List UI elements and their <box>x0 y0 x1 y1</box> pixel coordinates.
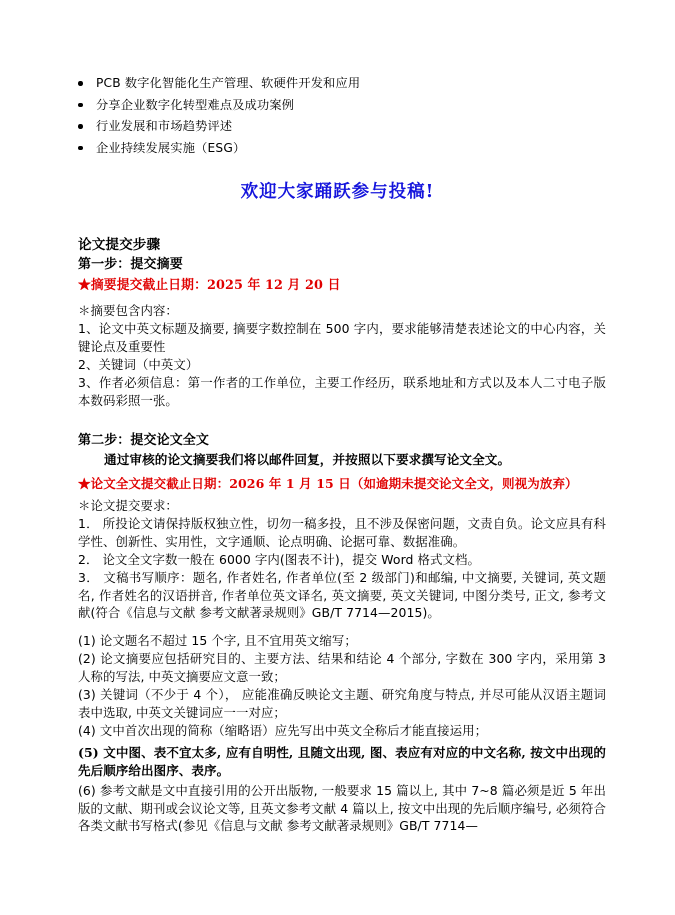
requirement-1: 1． 所投论文请保持版权独立性，切勿一稿多投，且不涉及保密问题，文责自负。论文应具有科学性、创新性、实用性，文字通顺、论点明确、论据可靠、数据准确。 <box>78 516 606 549</box>
list-item-text: PCB 数字化智能化生产管理、软硬件开发和应用 <box>96 76 361 90</box>
sub-requirement-1: (1) 论文题名不超过 15 个字, 且不宜用英文缩写； <box>78 633 357 648</box>
list-item <box>78 76 608 91</box>
sub-requirement-5: (5) 文中图、表不宜太多, 应有自明性, 且随文出现, 图、表应有对应的中文名称, 按文中出现的先后顺序给出图序、表序。 <box>78 745 606 778</box>
list-item-text: 分享企业数字化转型难点及成功案例 <box>96 97 295 112</box>
list-item <box>78 141 608 156</box>
requirement-2: 2． 论文全文字数一般在 6000 字内(图表不计)，提交 Word 格式文档。 <box>78 552 480 567</box>
sub-requirement-2: (2) 论文摘要应包括研究目的、主要方法、结果和结论 4 个部分, 字数在 300 字内，采用第 3 人称的写法, 中英文摘要应文意一致； <box>78 651 606 684</box>
bullet-dot-icon <box>78 146 83 151</box>
list-item-text: 企业持续发展实施（ESG） <box>96 140 246 155</box>
abstract-contents-label: ＊摘要包含内容： <box>78 303 178 318</box>
abstract-item-2: 2、关键词（中英文） <box>78 357 199 372</box>
step2-intro: 通过审核的论文摘要我们将以邮件回复，并按照以下要求撰写论文全文。 <box>104 452 511 467</box>
sub-requirement-3: (3) 关键词（不少于 4 个）， 应能准确反映论文主题、研究角度与特点, 并尽可能从汉语主题词表中选取, 中英文关键词应一一对应； <box>78 687 606 720</box>
bullet-dot-icon <box>78 124 83 129</box>
welcome-title: 欢迎大家踊跃参与投稿! <box>240 182 435 202</box>
step1-heading: 第一步：提交摘要 <box>78 257 183 272</box>
list-item <box>78 119 608 134</box>
abstract-item-1: 1、论文中英文标题及摘要, 摘要字数控制在 500 字内，要求能够清楚表述论文的中心内容，关键论点及重要性 <box>78 321 606 354</box>
bullet-dot-icon <box>78 103 83 108</box>
step2-deadline: ★论文全文提交截止日期：2026 年 1 月 15 日（如逾期未提交论文全文，则视为放弃） <box>78 476 578 491</box>
requirements-label: ＊论文提交要求： <box>78 498 178 513</box>
sub-requirement-4: (4) 文中首次出现的简称（缩略语）应先写出中英文全称后才能直接运用； <box>78 723 488 738</box>
requirement-3: 3． 文稿书写顺序：题名, 作者姓名, 作者单位(至 2 级部门)和邮编, 中文摘要, 关键词, 英文题名, 作者姓名的汉语拼音, 作者单位英文译名, 英文摘要, 英文关键词, 中图分类号, 正文, 参考文献(符合《信息与文献 参考文献著录规则》GB/T 7714—2015)。 <box>78 570 606 621</box>
topic-bullet-list <box>78 76 608 162</box>
step2-heading: 第二步：提交论文全文 <box>78 433 210 448</box>
abstract-item-3: 3、作者必须信息：第一作者的工作单位，主要工作经历，联系地址和方式以及本人二寸电子版本数码彩照一张。 <box>78 375 606 408</box>
bullet-dot-icon <box>78 81 83 86</box>
page-title: 论文提交步骤 <box>78 237 161 253</box>
sub-requirement-6: (6) 参考文献是文中直接引用的公开出版物, 一般要求 15 篇以上, 其中 7~8 篇必须是近 5 年出版的文献、期刊或会议论文等, 且英文参考文献 4 篇以上, 按文中出现的先后顺序编号, 必须符合各类文献书写格式(参见《信息与文献 参考文献著录规则》GB/T 7714— <box>78 783 606 834</box>
list-item <box>78 98 608 113</box>
step1-deadline: ★摘要提交截止日期：2025 年 12 月 20 日 <box>78 278 341 293</box>
list-item-text: 行业发展和市场趋势评述 <box>96 119 233 133</box>
